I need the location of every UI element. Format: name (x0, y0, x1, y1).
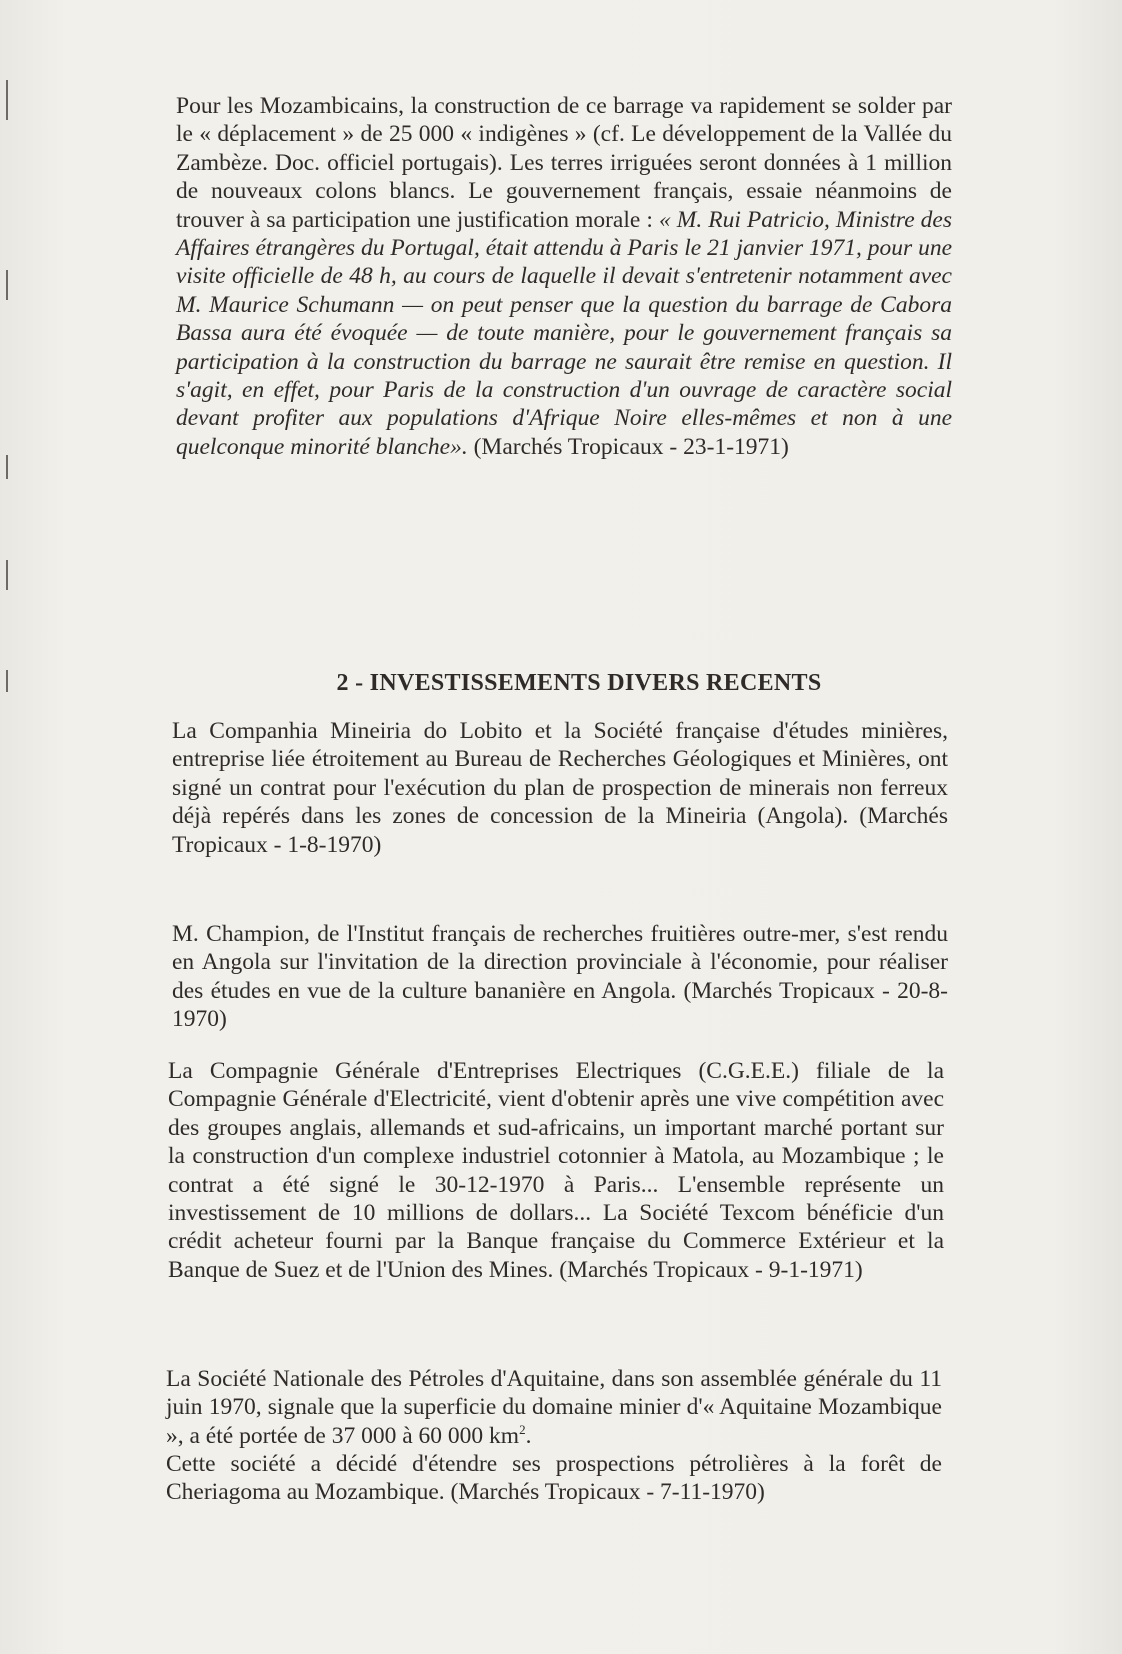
intro-paragraph (176, 92, 952, 461)
paragraph-end: . (525, 1422, 532, 1449)
paragraph-aquitaine (166, 1365, 942, 1450)
margin-mark (6, 80, 8, 120)
paragraph-champion (172, 920, 948, 1034)
margin-mark (6, 270, 8, 300)
margin-mark (6, 670, 8, 692)
paragraph-text: La Société Nationale des Pétroles d'Aquitaine, dans son assemblée générale du 11 juin 1970, signale que la superficie du domaine minier d'« Aquitaine Mozambique », a été portée de 37 000 à 60 000 km (166, 1366, 942, 1449)
paragraph-cgee (168, 1057, 944, 1284)
intro-source: (Marchés Tropicaux - 23-1-1971) (467, 433, 789, 460)
paragraph-lobito (172, 717, 948, 859)
intro-quote: « M. Rui Patricio, Ministre des Affaires étrangères du Portugal, était attendu à Paris le 21 janvier 1971, pour une visite officielle de 48 h, au cours de laquelle il devait s'entretenir notamment avec M. Maurice Schumann — on peut penser que la question du barrage de Cabora Bassa aura été évoquée — de toute manière, pour le gouvernement français sa participation à la construction du barrage ne saurait être remise en question. Il s'agit, en effet, pour Paris de la construction d'un ouvrage de caractère social devant profiter aux populations d'Afrique Noire elles-mêmes et non à une quelconque minorité blanche». (176, 206, 952, 460)
margin-mark (6, 560, 8, 590)
section-heading: 2 - INVESTISSEMENTS DIVERS RECENTS (336, 670, 822, 696)
paragraph-text: M. Champion, de l'Institut français de recherches fruitières outre-mer, s'est rendu en Angola sur l'invitation de la direction provinciale à l'économie, pour réaliser des études en vue de la culture bananière en Angola. (Marchés Tropicaux - 20-8-1970) (172, 921, 948, 1033)
paragraph-text: La Compagnie Générale d'Entreprises Electriques (C.G.E.E.) filiale de la Compagnie Générale d'Electricité, vient d'obtenir après une vive compétition avec des groupes anglais, allemands et sud-africains, un important marché portant sur la construction d'un complexe industriel cotonnier à Matola, au Mozambique ; le contrat a été signé le 30-12-1970 à Paris... L'ensemble représente un investissement de 10 millions de dollars... La Société Texcom bénéficie d'un crédit acheteur fourni par la Banque française du Commerce Extérieur et la Banque de Suez et de l'Union des Mines. (Marchés Tropicaux - 9-1-1971) (168, 1058, 944, 1283)
paragraph-cheriagoma (166, 1450, 942, 1507)
paragraph-text: La Companhia Mineiria do Lobito et la Société française d'études minières, entreprise liée étroitement au Bureau de Recherches Géologiques et Minières, ont signé un contrat pour l'exécution du plan de prospection de minerais non ferreux déjà repérés dans les zones de concession de la Mineiria (Angola). (Marchés Tropicaux - 1-8-1970) (172, 718, 948, 858)
intro-text: Pour les Mozambicains, la construction de ce barrage va rapidement se solder par le « déplacement » de 25 000 « indigènes » (cf. Le développement de la Vallée du Zambèze. Doc. officiel portugais). Les terres irriguées seront données à 1 million de nouveaux colons blancs. Le gouvernement français, essaie néanmoins de trouver à sa participation une justification morale : (176, 93, 952, 233)
margin-mark (6, 455, 8, 479)
superscript: 2 (519, 1421, 526, 1437)
paragraph-text: Cette société a décidé d'étendre ses prospections pétrolières à la forêt de Cheriagoma au Mozambique. (Marchés Tropicaux - 7-11-1970) (166, 1451, 942, 1506)
